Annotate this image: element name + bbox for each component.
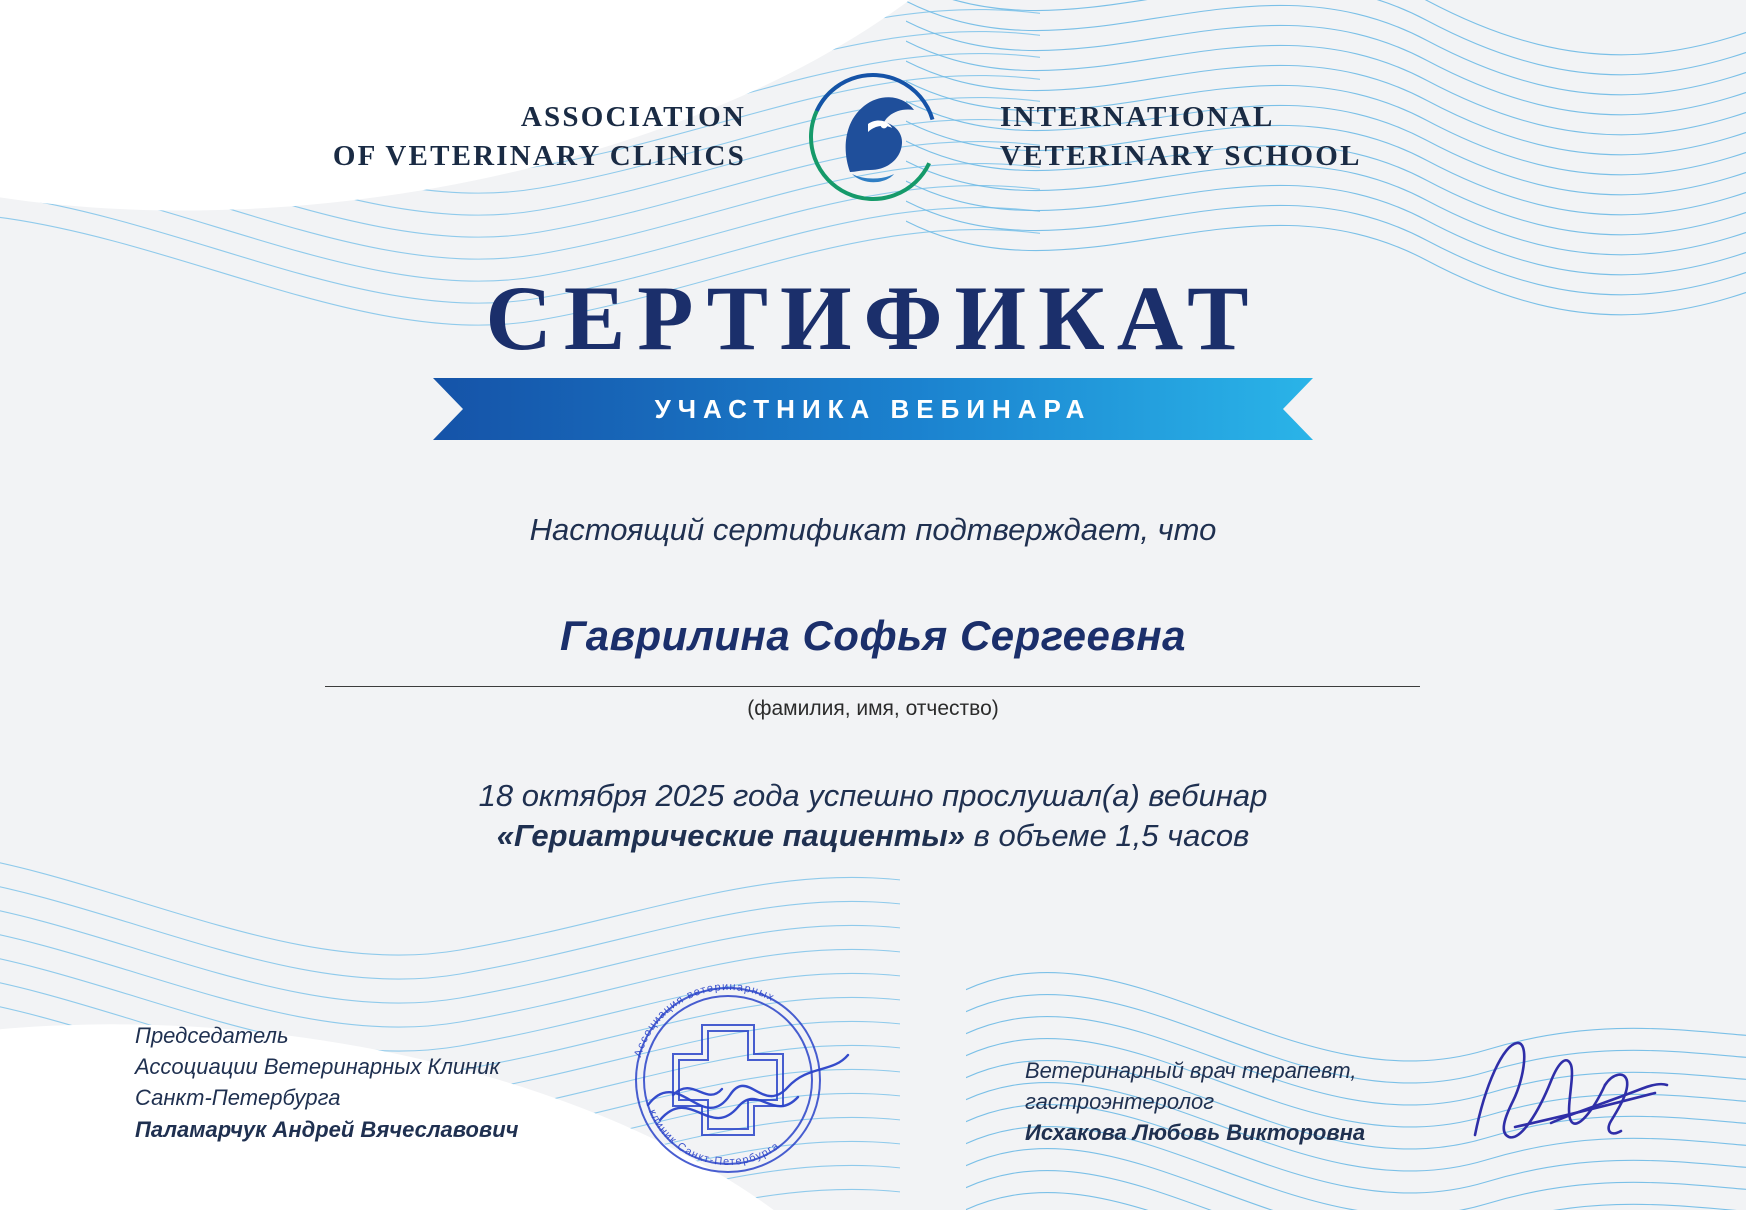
veterinary-association-logo-icon [798, 62, 948, 212]
signature-block-left [135, 1020, 519, 1145]
association-brand-line2: OF VETERINARY CLINICS [332, 140, 746, 172]
association-brand-line1: ASSOCIATION [520, 100, 746, 133]
recipient-name: Гаврилина Софья Сергеевна [560, 612, 1186, 659]
school-brand-line1: INTERNATIONAL [1000, 100, 1275, 133]
name-underline [325, 686, 1420, 687]
stamp-text-top: Ассоциация ветеринарных [632, 980, 777, 1059]
signature-block-right [1025, 1055, 1365, 1149]
event-title-line [0, 818, 1746, 854]
signature-right-role1: Ветеринарный врач терапевт, [1025, 1058, 1357, 1083]
certificate-title: СЕРТИФИКАТ [485, 267, 1261, 369]
event-title: «Гериатрические пациенты» [496, 818, 966, 853]
signature-left-name: Паламарчук Андрей Вячеславович [135, 1116, 519, 1142]
stamp-text-bottom: клиник Санкт-Петербурга [646, 1107, 783, 1169]
certificate-subtitle: УЧАСТНИКА ВЕБИНАРА [654, 393, 1092, 424]
signature-left-role3: Санкт-Петербурга [135, 1085, 341, 1111]
signature-left-role2: Ассоциации Ветеринарных Клиник [135, 1054, 500, 1080]
certificate-subtitle-ribbon [433, 378, 1313, 440]
event-duration: в объеме 1,5 часов [965, 818, 1250, 853]
school-brand [1000, 98, 1470, 176]
handwritten-signature [1455, 1015, 1685, 1165]
association-brand [276, 98, 746, 176]
signature-right-role2: гастроэнтеролог [1025, 1089, 1215, 1115]
signature-right-name: Исхакова Любовь Викторовна [1025, 1120, 1366, 1146]
school-brand-line2: VETERINARY SCHOOL [1000, 140, 1362, 172]
event-date-line: 18 октября 2025 года успешно прослушал(а) вебинар [478, 778, 1268, 813]
certificate-header [0, 62, 1746, 212]
name-caption: (фамилия, имя, отчество) [747, 697, 999, 720]
signature-left-role1: Председатель [135, 1023, 289, 1048]
official-stamp [598, 955, 858, 1195]
intro-text: Настоящий сертификат подтверждает, что [529, 512, 1217, 547]
